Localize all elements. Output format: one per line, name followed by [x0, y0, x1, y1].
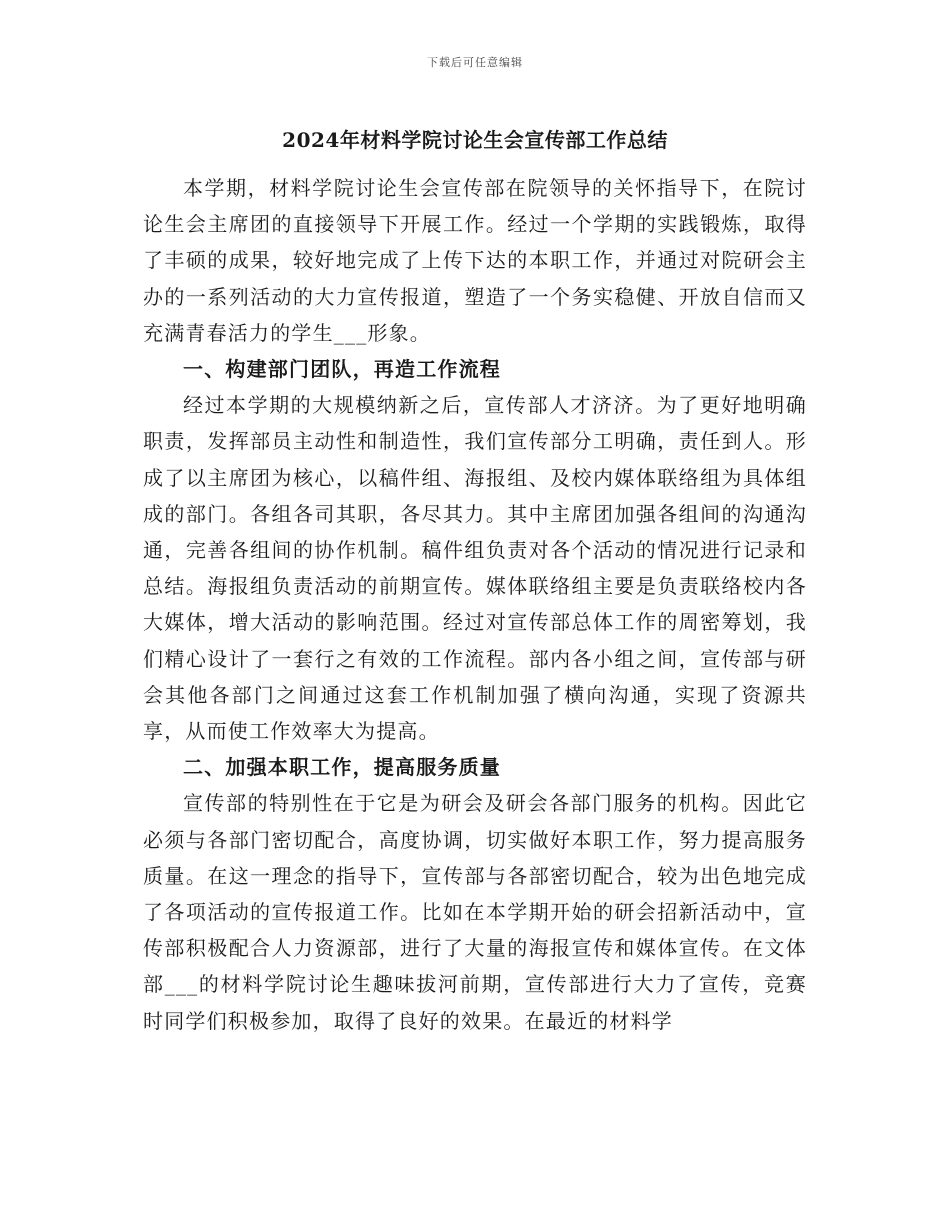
section-paragraph-1: 经过本学期的大规模纳新之后，宣传部人才济济。为了更好地明确职责，发挥部员主动性和制造性，我们宣传部分工明确，责任到人。形成了以主席团为核心，以稿件组、海报组、及校内媒体联络组为具体组成的部门。各组各司其职，各尽其力。其中主席团加强各组间的沟通沟通，完善各组间的协作机制。稿件组负责对各个活动的情况进行记录和总结。海报组负责活动的前期宣传。媒体联络组主要是负责联络校内各大媒体，增大活动的影响范围。经过对宣传部总体工作的周密筹划，我们精心设计了一套行之有效的工作流程。部内各小组之间，宣传部与研会其他各部门之间通过这套工作机制加强了横向沟通，实现了资源共享，从而使工作效率大为提高。 [143, 393, 807, 744]
intro-paragraph: 本学期，材料学院讨论生会宣传部在院领导的关怀指导下，在院讨论生会主席团的直接领导下开展工作。经过一个学期的实践锻炼，取得了丰硕的成果，较好地完成了上传下达的本职工作，并通过对院研会主办的一系列活动的大力宣传报道，塑造了一个务实稳健、开放自信而又充满青春活力的学生___形象。 [143, 176, 807, 345]
section-heading-1: 一、构建部门团队，再造工作流程 [183, 357, 501, 382]
header-note: 下载后可任意编辑 [427, 56, 523, 69]
document-title: 2024年材料学院讨论生会宣传部工作总结 [282, 128, 668, 152]
document-body [143, 170, 807, 1039]
section-heading-2: 二、加强本职工作，提高服务质量 [183, 755, 501, 780]
section-paragraph-2: 宣传部的特别性在于它是为研会及研会各部门服务的机构。因此它必须与各部门密切配合，高度协调，切实做好本职工作，努力提高服务质量。在这一理念的指导下，宣传部与各部密切配合，较为出色地完成了各项活动的宣传报道工作。比如在本学期开始的研会招新活动中，宣传部积极配合人力资源部，进行了大量的海报宣传和媒体宣传。在文体部___的材料学院讨论生趣味拔河前期，宣传部进行大力了宣传，竞赛时同学们积极参加，取得了良好的效果。在最近的材料学 [143, 791, 807, 1033]
